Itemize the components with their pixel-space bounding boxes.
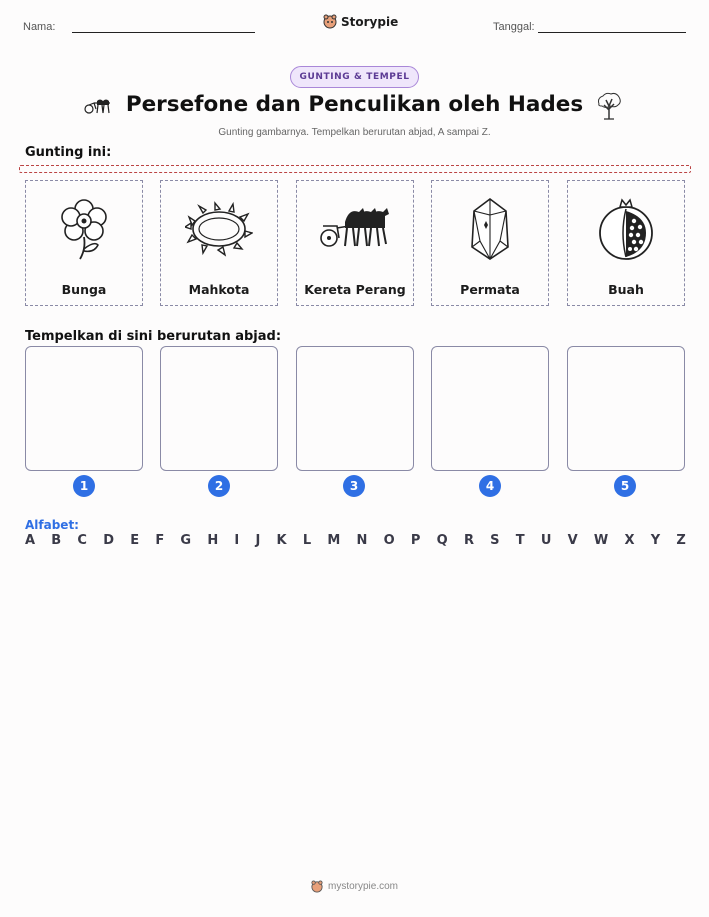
paste-slot-5[interactable] (567, 346, 685, 471)
alphabet-letter: Y (650, 533, 661, 548)
card-label: Mahkota (188, 282, 250, 297)
card-label: Permata (460, 282, 520, 297)
alphabet-letter: B (51, 533, 62, 548)
alphabet-letter: H (207, 533, 219, 548)
alphabet-letter: J (255, 533, 261, 548)
alphabet-row (25, 533, 686, 548)
paste-heading: Tempelkan di sini berurutan abjad: (25, 329, 282, 344)
alphabet-letter: L (302, 533, 312, 548)
cut-card-flower[interactable] (25, 180, 143, 306)
chariot-icon (319, 204, 391, 254)
alphabet-letter: G (180, 533, 192, 548)
alphabet-letter: S (490, 533, 500, 548)
alphabet-letter: X (624, 533, 635, 548)
paste-slot-4[interactable] (431, 346, 549, 471)
slot-number-badge: 5 (614, 475, 636, 497)
slot-number-badge: 4 (479, 475, 501, 497)
activity-tag: GUNTING & TEMPEL (290, 66, 419, 88)
slot-number-badge: 2 (208, 475, 230, 497)
cut-heading: Gunting ini: (25, 145, 112, 160)
alphabet-letter: Q (436, 533, 448, 548)
paste-slot-2[interactable] (160, 346, 278, 471)
brand-logo (323, 14, 398, 29)
storypie-mascot-icon (323, 14, 337, 29)
footer-url[interactable]: mystorypie.com (327, 881, 398, 892)
alphabet-letter: A (25, 533, 36, 548)
alphabet-letter: Z (676, 533, 686, 548)
alphabet-label: Alfabet: (25, 518, 79, 532)
alphabet-letter: F (155, 533, 165, 548)
card-label: Bunga (61, 282, 107, 297)
storypie-mascot-icon (311, 880, 323, 893)
flower-icon (54, 197, 114, 261)
date-line[interactable] (538, 32, 686, 33)
paste-slot-1[interactable] (25, 346, 143, 471)
alphabet-letter: U (540, 533, 552, 548)
cut-card-gem[interactable] (431, 180, 549, 306)
alphabet-letter: I (234, 533, 240, 548)
footer (0, 880, 709, 893)
gem-icon (468, 197, 512, 261)
alphabet-letter: K (276, 533, 287, 548)
alphabet-letter: D (103, 533, 114, 548)
alphabet-letter: M (327, 533, 341, 548)
tree-icon (596, 92, 622, 120)
crown-wreath-icon (185, 201, 253, 257)
alphabet-letter: C (77, 533, 87, 548)
instructions: Gunting gambarnya. Tempelkan berurutan abjad, A sampai Z. (218, 127, 491, 138)
alphabet-letter: N (356, 533, 368, 548)
name-label: Nama: (23, 21, 56, 33)
slot-number-badge: 3 (343, 475, 365, 497)
paste-slot-3[interactable] (296, 346, 414, 471)
pomegranate-icon (596, 197, 656, 261)
page-title: Persefone dan Penculikan oleh Hades (125, 92, 584, 117)
alphabet-letter: O (383, 533, 395, 548)
date-label: Tanggal: (493, 21, 535, 33)
cut-line (19, 165, 691, 173)
slot-number-badge: 1 (73, 475, 95, 497)
name-line[interactable] (72, 32, 255, 33)
alphabet-letter: R (463, 533, 474, 548)
alphabet-letter: V (567, 533, 578, 548)
brand-name: Storypie (341, 14, 399, 29)
alphabet-letter: E (130, 533, 140, 548)
alphabet-letter: W (593, 533, 609, 548)
cut-card-crown[interactable] (160, 180, 278, 306)
alphabet-letter: T (515, 533, 525, 548)
card-label: Kereta Perang (304, 282, 406, 297)
card-label: Buah (608, 282, 644, 297)
cut-card-fruit[interactable] (567, 180, 685, 306)
alphabet-letter: P (410, 533, 421, 548)
cut-card-chariot[interactable] (296, 180, 414, 306)
